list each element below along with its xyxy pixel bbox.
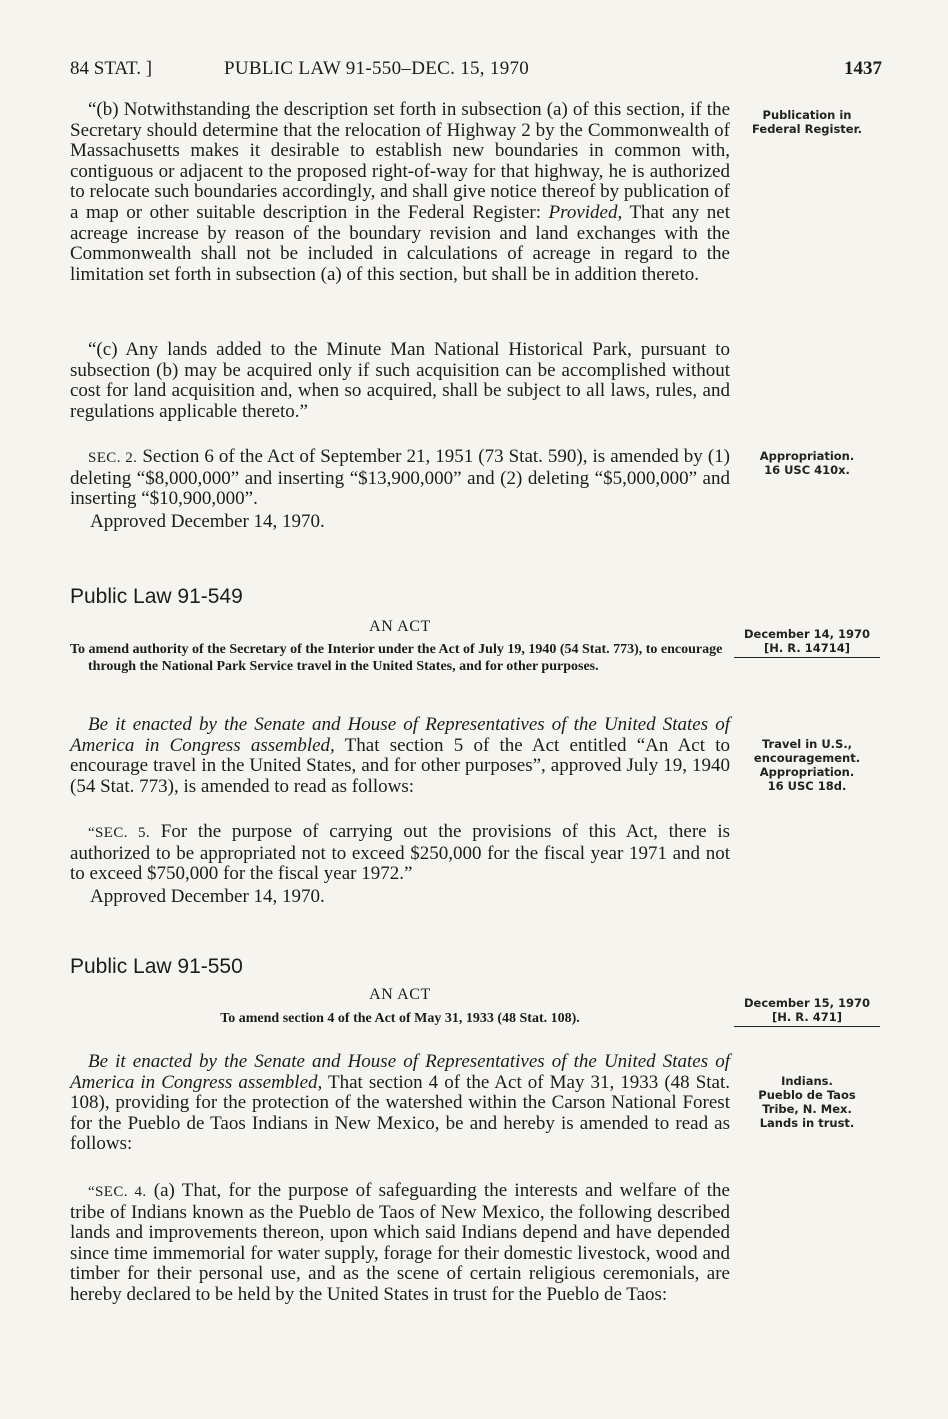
section-b-part1: “(b) Notwithstanding the description set forth in subsection (a) of this section, if the Secretary should determine that the relocation of Highway 2 by the Commonwealth of Massachusetts makes it desirable to establish new boundaries in common with, contiguous or adjacent to the proposed right-of-way for that highway, he is authorized to relocate such boundaries accordingly, and shall give notice thereof by publication of a map or other suitable description in the Federal Register: [70, 99, 730, 223]
margin-line: 16 USC 18d. [767, 779, 847, 793]
margin-note-travel [734, 737, 880, 793]
pl-91-550-heading: Public Law 91-550 [70, 955, 243, 978]
margin-note-91-549-date [734, 627, 880, 658]
approved-1 [70, 511, 730, 533]
margin-date-line: December 14, 1970 [743, 627, 871, 641]
pl-91-550-enact-block [70, 1052, 730, 1155]
pl-91-550-enacting-clause: Be it enacted by the Senate and House of Representatives of the United States of America in Congress assembled, [70, 1051, 730, 1093]
pl-91-549-sec5-block [70, 822, 730, 885]
pl-91-549-purpose: To amend authority of the Secretary of the Interior under the Act of July 19, 1940 (54 Stat. 773), to encourage through the National Park Service travel in the United States, and for other purposes. [70, 642, 723, 674]
running-header [70, 58, 882, 84]
pl-91-549-enact-text [70, 715, 730, 797]
sec4-text: (a) That, for the purpose of safeguarding the interests and welfare of the tribe of Indians known as the Pueblo de Taos of New Mexico, the following described lands and improvements thereon, upon which said Indians depend and have depended since time immemorial for water supply, forage for their domestic livestock, wood and timber for their personal use, and as the scene of certain religious ceremonials, are hereby declared to be held by the United States in trust for the Pueblo de Taos: [70, 1180, 730, 1305]
margin-line: Appropriation. [759, 449, 855, 463]
pl-91-550-enact-text [70, 1052, 730, 1155]
pl-91-550-anact-block [70, 986, 730, 1004]
pl-91-550-body: That section 4 of the Act of May 31, 1933 (48 Stat. 108), providing for the protection of the watershed within the Carson National Forest for the Pueblo de Taos Indians in New Mexico, be and hereby is amended to read as follows: [70, 1071, 730, 1155]
pl-91-550-heading-block [70, 955, 730, 979]
pl-91-549-anact-block [70, 618, 730, 636]
header-title: PUBLIC LAW 91-550–DEC. 15, 1970 [224, 58, 530, 79]
pl-91-550-purpose: To amend section 4 of the Act of May 31, 1933 (48 Stat. 108). [220, 1011, 580, 1026]
pl-91-550-an-act: AN ACT [369, 986, 431, 1003]
page-number: 1437 [844, 58, 882, 79]
margin-bill-number: [H. R. 471] [734, 1010, 880, 1027]
margin-line: Publication in [762, 108, 852, 122]
approved-date-1: Approved December 14, 1970. [90, 511, 325, 532]
margin-line: Indians. [781, 1074, 833, 1088]
margin-date-line: December 15, 1970 [743, 996, 871, 1010]
pl-91-549-enact-block [70, 715, 730, 797]
margin-note-91-550-date [734, 996, 880, 1027]
sec2-text [70, 447, 730, 510]
section-b-part2: , That any net acreage increase by reason of the boundary revision and land exchanges with the Commonwealth shall not be included in calculations of acreage in regard to the limitation set forth in subsection (a) of this section, but shall be in addition thereto. [70, 201, 731, 285]
section-b [70, 100, 730, 285]
margin-line: Appropriation. [759, 765, 855, 779]
sec5-text: For the purpose of carrying out the provisions of this Act, there is authorized to be appropriated not to exceed $250,000 for the fiscal year 1971 and not to exceed $750,000 for the fiscal year 1972.” [70, 821, 731, 885]
sec2-label: SEC. 2. [88, 450, 138, 466]
margin-note-publication [734, 108, 880, 136]
approved-2 [70, 886, 730, 908]
margin-note-appropriation [734, 449, 880, 477]
pl-91-550-sec4 [70, 1181, 730, 1306]
section-b-text [70, 100, 730, 285]
margin-note-indians [734, 1074, 880, 1130]
margin-line: encouragement. [753, 751, 861, 765]
pl-91-549-an-act: AN ACT [369, 618, 431, 635]
pl-91-549-enacting-clause: Be it enacted by the Senate and House of Representatives of the United States of America in Congress assembled, [70, 714, 730, 756]
provided-word: Provided [548, 201, 618, 223]
sec2 [70, 447, 730, 510]
margin-line: Tribe, N. Mex. [762, 1102, 852, 1116]
margin-bill-number: [H. R. 14714] [734, 641, 880, 658]
pl-91-549-body: That section 5 of the Act entitled “An Act to encourage travel in the United States, and for other purposes”, approved July 19, 1940 (54 Stat. 773), is amended to read as follows: [70, 734, 730, 797]
margin-line: Travel in U.S., [761, 737, 853, 751]
margin-line: Lands in trust. [759, 1116, 855, 1130]
sec5-label: “SEC. 5. [88, 825, 151, 841]
pl-91-550-sec4-block [70, 1181, 730, 1306]
section-c [70, 340, 730, 422]
pl-91-549-heading: Public Law 91-549 [70, 585, 243, 608]
pl-91-549-purpose-block [70, 641, 730, 675]
section-c-text: “(c) Any lands added to the Minute Man National Historical Park, pursuant to subsection (b) may be acquired only if such acquisition can be accomplished without cost for land acquisition and, when so acquired, shall be subject to all laws, rules, and regulations applicable thereto.” [70, 339, 730, 422]
pl-91-549-sec5 [70, 822, 730, 885]
approved-date-2: Approved December 14, 1970. [90, 886, 325, 907]
sec4-label: “SEC. 4. [88, 1184, 147, 1200]
pl-91-549-heading-block [70, 585, 730, 609]
pl-91-550-purpose-block [70, 1011, 730, 1027]
margin-line: 16 USC 410x. [764, 463, 850, 477]
margin-line: Pueblo de Taos [758, 1088, 856, 1102]
sec2-body: Section 6 of the Act of September 21, 1951 (73 Stat. 590), is amended by (1) deleting “$8,000,000” and inserting “$13,900,000” and (2) deleting “$5,000,000” and inserting “$10,900,000”. [70, 446, 730, 510]
stat-volume: 84 STAT. ] [70, 58, 153, 79]
margin-line: Federal Register. [752, 122, 862, 136]
